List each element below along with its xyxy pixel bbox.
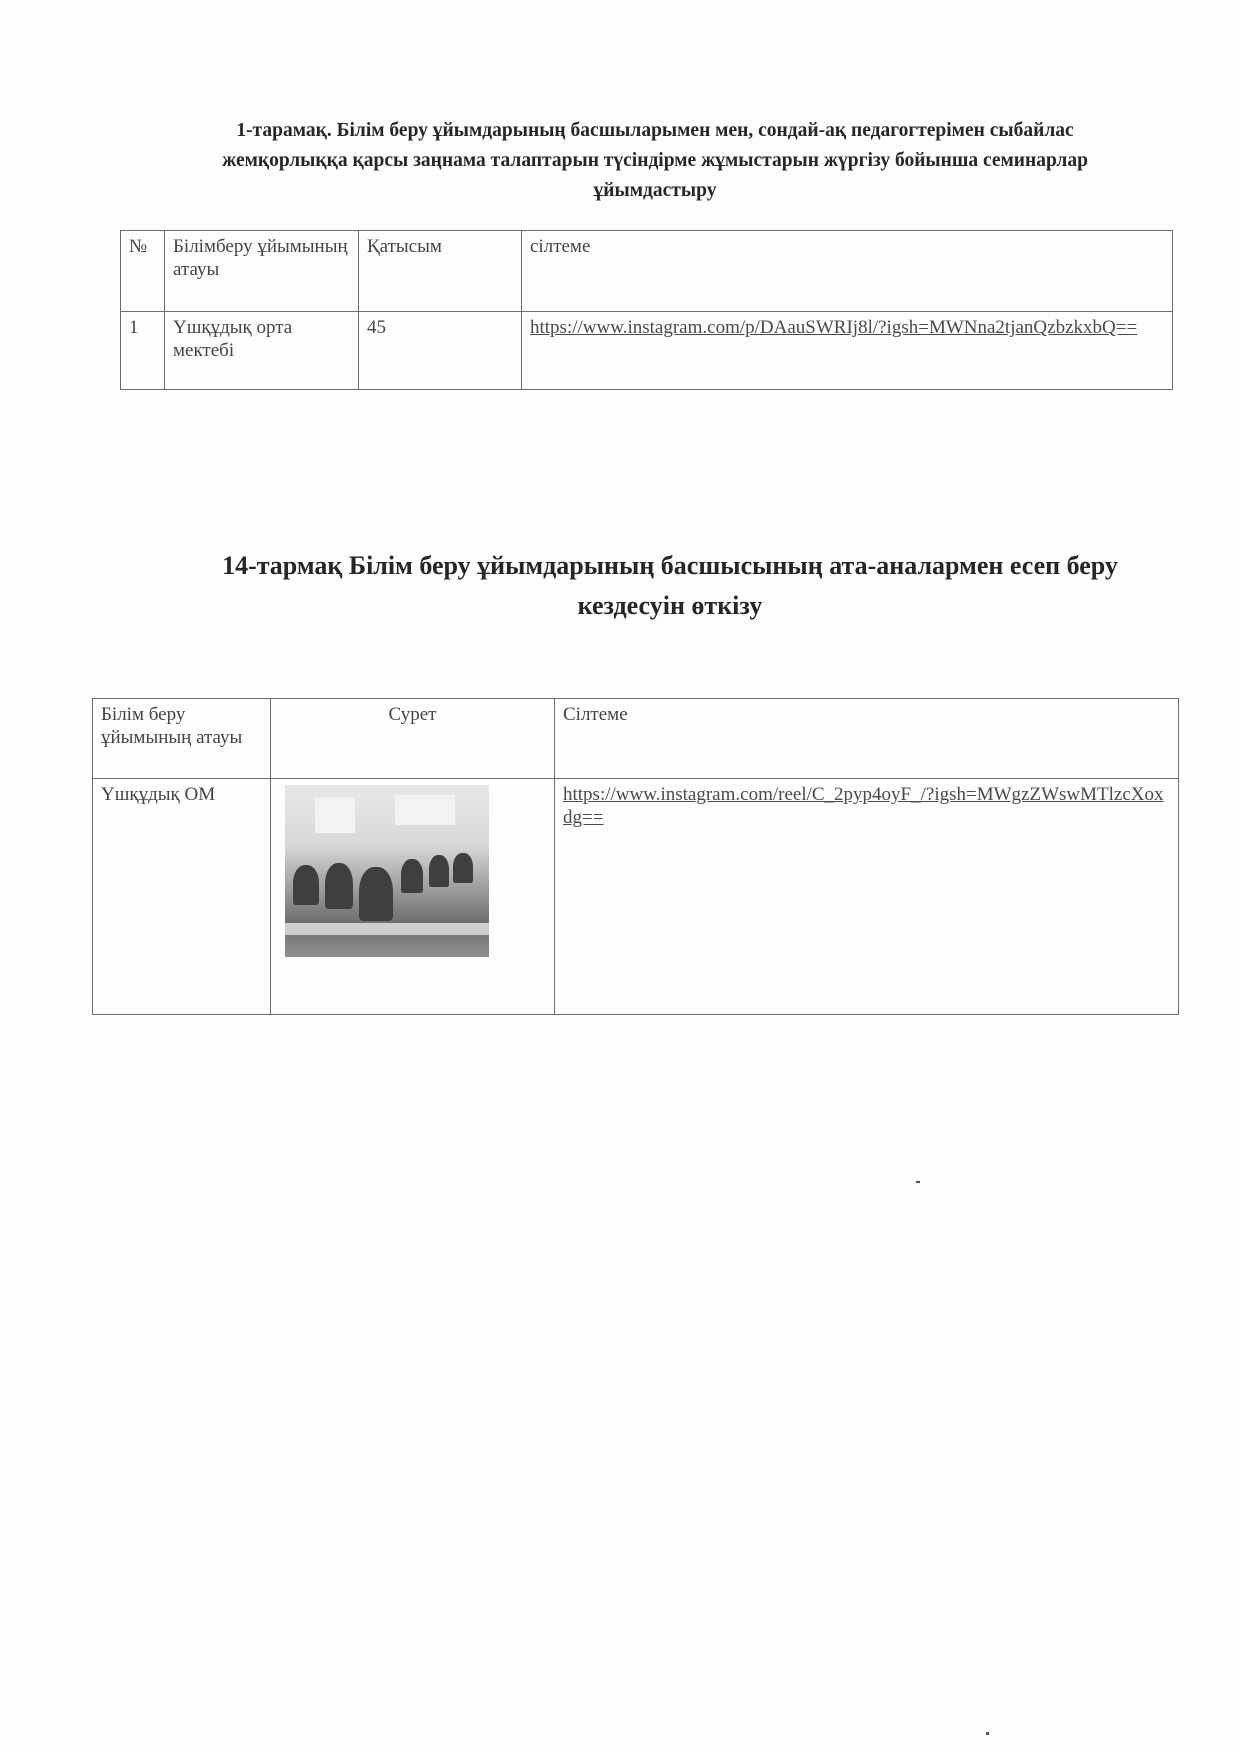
cell-organization-name: Үшқұдық ОМ [93,779,271,1015]
cell-number: 1 [121,312,165,390]
meeting-table [92,698,1179,1015]
table-header-row [121,231,1173,312]
meeting-photo [285,785,489,957]
section2-heading: 14-тармақ Білім беру ұйымдарының басшысының ата-аналармен есеп беру кездесуін өткізу [222,551,1118,620]
scan-speck [916,1181,920,1183]
header-participation: Қатысым [359,231,522,312]
cell-photo [271,779,555,1015]
cell-link[interactable] [522,312,1173,390]
header-number: № [121,231,165,312]
section1-heading: 1-тарамақ. Білім беру ұйымдарының басшыларымен мен, сондай-ақ педагогтерімен сыбайлас жемқорлыққа қарсы заңнама талаптарын түсіндірме жұмыстарын жүргізу бойынша семинарлар ұйымдастыру [222,120,1088,201]
table-row [121,312,1173,390]
header-organization-name: Білімберу ұйымының атауы [165,231,359,312]
seminars-table [120,230,1173,390]
header-photo: Сурет [271,699,555,779]
table-row [93,779,1179,1015]
header-link: сілтеме [522,231,1173,312]
instagram-link[interactable]: https://www.instagram.com/p/DAauSWRIj8l/?igsh=MWNna2tjanQzbzkxbQ== [530,317,1138,338]
header-link: Сілтеме [555,699,1179,779]
instagram-link[interactable]: https://www.instagram.com/reel/C_2pyp4oyF_/?igsh=MWgzZWswMTlzcXoxdg== [563,784,1164,828]
cell-participation: 45 [359,312,522,390]
cell-organization-name: Үшқұдық орта мектебі [165,312,359,390]
scan-speck [986,1732,989,1735]
header-organization-name: Білім беру ұйымының атауы [93,699,271,779]
cell-link[interactable] [555,779,1179,1015]
table-header-row [93,699,1179,779]
